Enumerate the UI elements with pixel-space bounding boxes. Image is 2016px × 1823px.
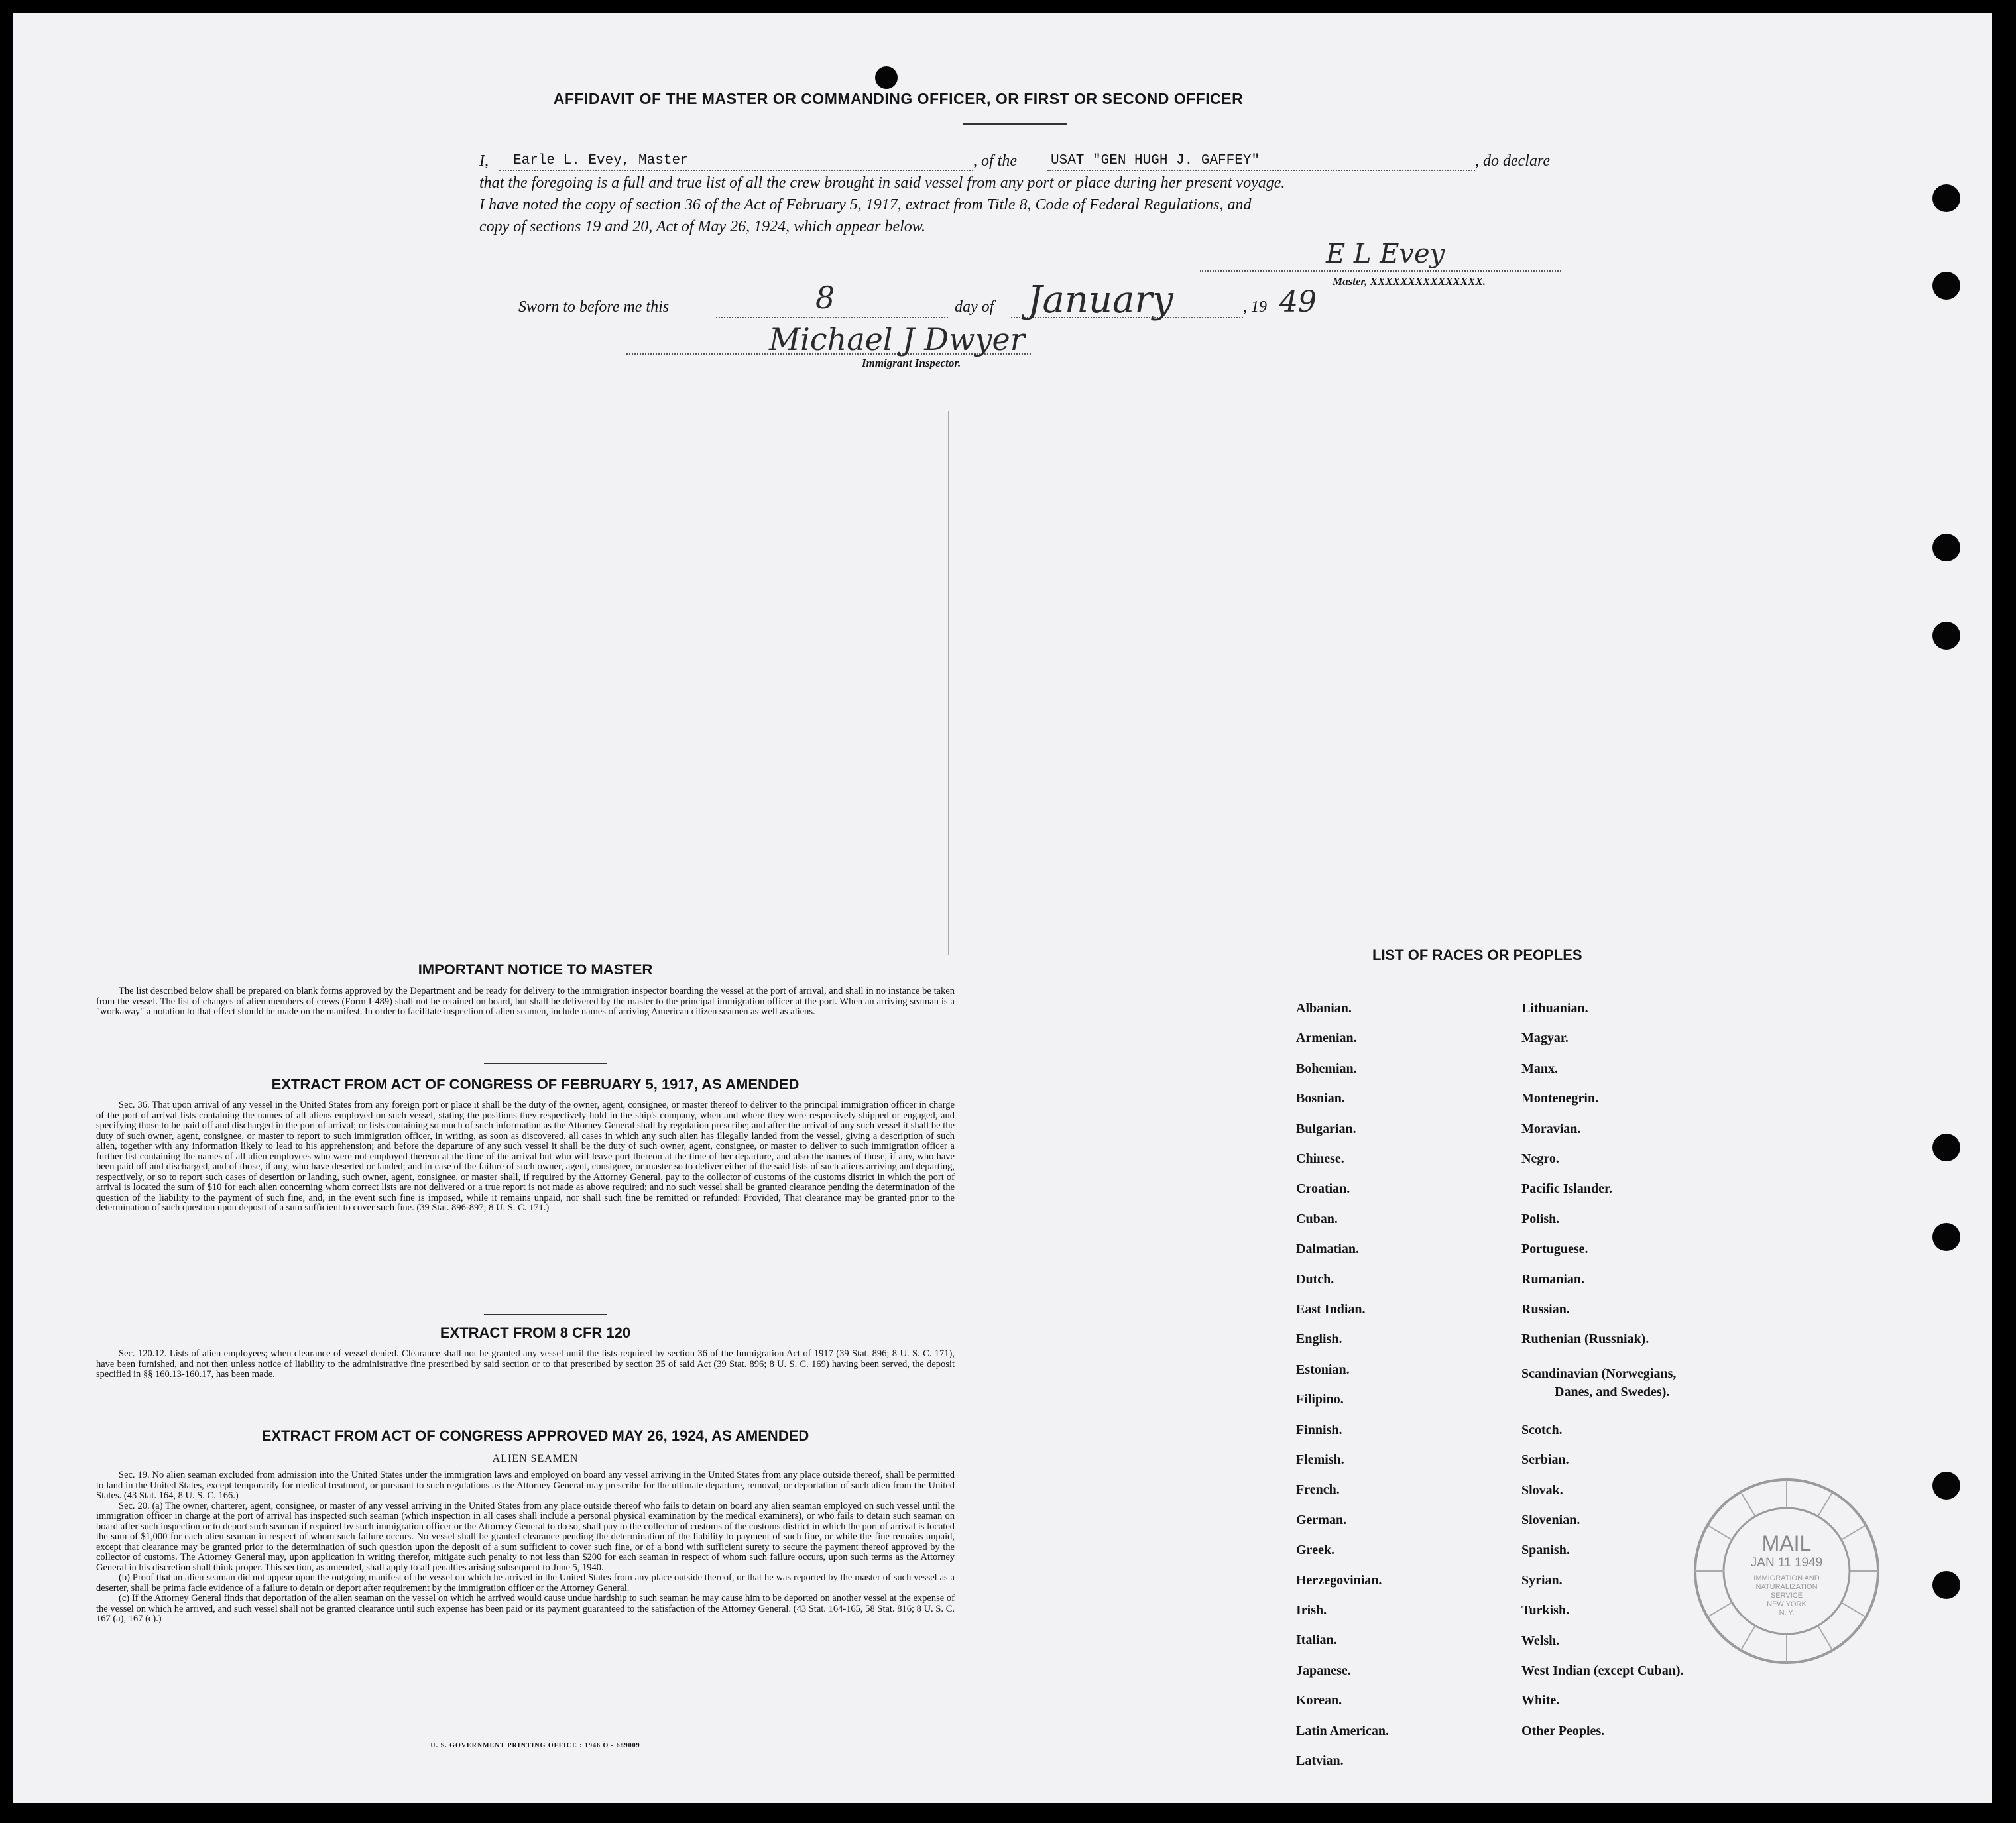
day-of-label: day of — [955, 298, 994, 316]
notice-paragraph: The list described below shall be prepared on blank forms approved by the Department and be ready for delivery to the immigration inspector boarding the vessel at the port of arrival, and shall in no instance be taken from the vessel. The list of changes of alien members of crews (Form I-489) shall not be retained on board, but shall be delivered by the master to the principal immigration officer at the port. When an arriving seaman is a "workaway" a notation to that effect should be made on the manifest. In order to facilitate inspection of alien seamen, include names of arriving American citizen seamen as well as aliens. — [96, 986, 955, 1017]
race-item-left: Cuban. — [1296, 1211, 1338, 1226]
race-item-right: Moravian. — [1521, 1121, 1581, 1136]
race-item-right: Portuguese. — [1521, 1242, 1588, 1257]
race-item-right: West Indian (except Cuban). — [1521, 1663, 1684, 1678]
race-item-left: Armenian. — [1296, 1031, 1357, 1046]
stamp-line-4: NATURALIZATION — [1755, 1583, 1818, 1591]
of-the-label: , of the — [973, 152, 1017, 170]
race-item-left: Latin American. — [1296, 1723, 1389, 1738]
stamp-date-text: JAN 11 1949 — [1750, 1556, 1823, 1570]
document-page — [13, 13, 1992, 1803]
stamp-ring-icon — [1690, 1475, 1883, 1667]
master-name-field: Earle L. Evey, Master — [513, 153, 689, 168]
notice-body — [96, 986, 955, 1018]
race-item-right: White. — [1521, 1693, 1560, 1708]
extract-cfr-body — [96, 1349, 955, 1380]
race-item-right: Scandinavian (Norwegians, — [1521, 1366, 1677, 1381]
punch-hole-icon — [1932, 1472, 1960, 1500]
sworn-day-field: 8 — [815, 280, 835, 316]
extract-cfr-title: EXTRACT FROM 8 CFR 120 — [440, 1324, 631, 1341]
race-item-left: Estonian. — [1296, 1362, 1350, 1377]
section-rule — [484, 1063, 607, 1064]
sec-20a-paragraph: Sec. 20. (a) The owner, charterer, agent, consignee, or master of any vessel arriving in the United States from any place outside thereof who fails to detain on board any alien seaman employed on such vessel until the immigration officer in charge at the port of arrival has inspected such seaman (which inspection in all cases shall include a personal physical examination by the medical examiners), or who fails to detain such seaman on board after such inspection or to deport such seaman if required by such immigration officer or the Attorney General to do so, shall pay to the collector of customs of the customs district in which the port of arrival is located the sum of $1,000 for each alien seaman in respect of whom such failure occurs. No vessel shall be granted clearance pending the determination of the liability to payment of such fine, or while the fine remains unpaid, except that clearance may be granted prior to the determination of such question upon the deposit of a sum sufficient to cover such fine, or of a bond with sufficient surety to secure the payment thereof approved by the collector of customs. The Attorney General may, upon application in writing therefor, mitigate such penalty to not less than $200 for each seaman in respect of whom such failure occurs, upon such terms as the Attorney General in his discretion shall think proper. This section, as amended, shall apply to all penalties arising subsequent to June 5, 1940. — [96, 1500, 955, 1573]
extract-1924-body — [96, 1470, 955, 1625]
race-item-right: Polish. — [1521, 1211, 1560, 1226]
race-item-left: East Indian. — [1296, 1302, 1366, 1317]
extract-cfr-paragraph: Sec. 120.12. Lists of alien employees; when clearance of vessel denied. Clearance shall not be granted any vessel until the lists required by section 36 of the Immigration Act of 1917 (39 Stat. 896; 8 U. S. C. 171), have been furnished, and not then unless notice of liability to the administrative fine prescribed by said section or to that prescribed by section 35 of said Act (39 Stat. 896; 8 U. S. C. 169) having been served, the deposit specified in §§ 160.13-160.17, has been made. — [96, 1348, 955, 1380]
punch-hole-icon — [1932, 1571, 1960, 1599]
affidavit-line-2: that the foregoing is a full and true list of all the crew brought in said vessel from any port or place during her present voyage. — [479, 174, 1285, 192]
punch-hole-icon — [1932, 184, 1960, 212]
stamp-line-6: NEW YORK — [1767, 1600, 1807, 1608]
race-item-right: Rumanian. — [1521, 1271, 1585, 1287]
race-item-left: Italian. — [1296, 1633, 1337, 1648]
master-signature: E L Evey — [1326, 239, 1445, 269]
punch-hole-icon — [1932, 1223, 1960, 1251]
immigration-mail-stamp — [1690, 1475, 1883, 1667]
race-item-right: Russian. — [1521, 1302, 1570, 1317]
race-item-right: Spanish. — [1521, 1543, 1570, 1558]
stamp-line-7: N. Y. — [1779, 1609, 1795, 1617]
race-item-left: Bohemian. — [1296, 1061, 1357, 1076]
race-item-left: German. — [1296, 1512, 1347, 1527]
race-item-left: Filipino. — [1296, 1392, 1344, 1407]
year-prefix-label: , 19 — [1243, 298, 1267, 316]
race-item-right: Lithuanian. — [1521, 1001, 1588, 1016]
sec-20b-paragraph: (b) Proof that an alien seaman did not appear upon the outgoing manifest of the vessel on which he arrived in the United States from any place outside thereof, or that he was reported by the master of such vessel as a deserter, shall be prima facie evidence of a failure to detain or deport after requirement by the immigration officer or the Attorney General. — [96, 1572, 955, 1594]
race-item-right: Syrian. — [1521, 1572, 1563, 1588]
race-item-right: Serbian. — [1521, 1452, 1569, 1468]
race-item-right: Slovenian. — [1521, 1513, 1580, 1527]
race-item-left: Albanian. — [1296, 1001, 1352, 1016]
title-rule — [963, 123, 1067, 125]
inspector-signature: Michael J Dwyer — [769, 322, 1025, 357]
race-item-left: Finnish. — [1296, 1422, 1342, 1437]
sworn-month-field: January — [1028, 278, 1173, 322]
sworn-year-field: 49 — [1279, 285, 1317, 319]
punch-hole-icon — [875, 66, 898, 89]
sec-19-paragraph: Sec. 19. No alien seaman excluded from admission into the United States under the immigration laws and employed on board any vessel arriving in the United States from any place outside thereof, shall be permitted to land in the United States, except temporarily for medical treatment, or pursuant to such regulations as the Attorney General may prescribe for the ultimate departure, removal, or deportation of such alien from the United States. (43 Stat. 164, 8 U. S. C. 166.) — [96, 1470, 955, 1501]
vessel-name-field: USAT "GEN HUGH J. GAFFEY" — [1051, 153, 1260, 168]
race-item-left: Herzegovinian. — [1296, 1572, 1382, 1588]
printing-office-footer: U. S. GOVERNMENT PRINTING OFFICE : 1946 O - 689009 — [430, 1742, 640, 1749]
race-item-right: Manx. — [1521, 1061, 1558, 1076]
race-item-right: Magyar. — [1521, 1031, 1569, 1046]
affidavit-pronoun: I, — [479, 152, 489, 170]
master-signature-line — [1200, 270, 1561, 272]
race-item-right: Other Peoples. — [1521, 1723, 1605, 1738]
races-title: LIST OF RACES OR PEOPLES — [1372, 947, 1582, 963]
race-item-left: English. — [1296, 1332, 1342, 1347]
race-item-left: Irish. — [1296, 1603, 1327, 1617]
master-title-label: Master, XXXXXXXXXXXXXXX. — [1333, 275, 1486, 288]
vessel-fill-line — [1047, 170, 1475, 171]
do-declare-label: , do declare — [1475, 152, 1551, 170]
race-item-right: Negro. — [1521, 1151, 1559, 1166]
race-item-left: Chinese. — [1296, 1151, 1344, 1166]
extract-1917-title: EXTRACT FROM ACT OF CONGRESS OF FEBRUARY 5, 1917, AS AMENDED — [271, 1076, 800, 1092]
extract-1924-title: EXTRACT FROM ACT OF CONGRESS APPROVED MAY 26, 1924, AS AMENDED — [261, 1427, 809, 1444]
name-fill-line — [499, 170, 973, 171]
race-item-right: Pacific Islander. — [1521, 1181, 1613, 1197]
stamp-mail-text: MAIL — [1761, 1531, 1812, 1555]
punch-hole-icon — [1932, 272, 1960, 300]
stamp-line-3: IMMIGRATION AND — [1753, 1574, 1820, 1582]
race-item-right: Danes, and Swedes). — [1555, 1384, 1670, 1399]
inspector-label: Immigrant Inspector. — [862, 357, 961, 369]
race-item-right: Scotch. — [1521, 1422, 1563, 1437]
affidavit-line-3: I have noted the copy of section 36 of the Act of February 5, 1917, extract from Title 8, Code of Federal Regulations, and — [479, 196, 1252, 213]
sec-20c-paragraph: (c) If the Attorney General finds that deportation of the alien seaman on the vessel on which he arrived would cause undue hardship to such seaman he may cause him to be deported on another vessel at the expense of the vessel on which he arrived, and such vessel shall not be granted clearance until such expense has been paid or its payment guaranteed to the satisfaction of the Attorney General. (43 Stat. 164-165, 58 Stat. 816; 8 U. S. C. 167 (a), 167 (c).) — [96, 1593, 955, 1624]
race-item-left: Korean. — [1296, 1693, 1342, 1708]
stamp-line-5: SERVICE — [1770, 1592, 1803, 1600]
race-item-left: Bulgarian. — [1296, 1121, 1356, 1136]
affidavit-title: AFFIDAVIT OF THE MASTER OR COMMANDING OFFICER, OR FIRST OR SECOND OFFICER — [553, 90, 1244, 107]
race-item-right: Turkish. — [1521, 1603, 1570, 1618]
punch-hole-icon — [1932, 534, 1960, 561]
day-fill-line — [716, 317, 948, 318]
race-item-left: French. — [1296, 1482, 1340, 1498]
section-rule — [484, 1314, 607, 1315]
race-item-left: Dalmatian. — [1296, 1242, 1359, 1257]
punch-hole-icon — [1932, 622, 1960, 650]
extract-1917-body — [96, 1100, 955, 1214]
race-item-left: Japanese. — [1296, 1663, 1351, 1678]
sworn-label: Sworn to before me this — [518, 298, 670, 316]
punch-hole-icon — [1932, 1134, 1960, 1161]
race-item-left: Bosnian. — [1296, 1091, 1345, 1106]
column-line — [948, 411, 949, 955]
extract-1924-subtitle: ALIEN SEAMEN — [492, 1453, 579, 1464]
race-item-right: Slovak. — [1521, 1482, 1563, 1498]
race-item-left: Dutch. — [1296, 1271, 1334, 1287]
notice-title: IMPORTANT NOTICE TO MASTER — [418, 961, 653, 978]
race-item-left: Croatian. — [1296, 1181, 1350, 1197]
race-item-left: Greek. — [1296, 1543, 1334, 1558]
race-item-left: Flemish. — [1296, 1452, 1344, 1467]
race-item-right: Ruthenian (Russniak). — [1521, 1332, 1649, 1347]
affidavit-line-4: copy of sections 19 and 20, Act of May 26, 1924, which appear below. — [479, 218, 926, 235]
race-item-right: Welsh. — [1521, 1633, 1560, 1648]
extract-1917-paragraph: Sec. 36. That upon arrival of any vessel in the United States from any foreign port or place it shall be the duty of the owner, agent, consignee, or master thereof to deliver to the principal immigration officer in charge of the port of arrival lists containing the names of all aliens employed on such vessel, stating the positions they respectively hold in the ship's company, when and where they were respectively shipped or engaged, and specifying those to be paid off and discharged in the port of arrival; or lists containing so much of such information as the Attorney General shall by regulation prescribe; and after the arrival of any such vessel it shall be the duty of such owner, agent, consignee, or master to report to such immigration officer, in writing, as soon as discovered, all cases in which any such alien has illegally landed from the vessel, giving a description of such alien, together with any information likely to lead to his apprehension; and before the departure of any such vessel it shall be the duty of such owner, agent, consignee, or master to deliver to such immigration officer a further list containing the names of all alien employees who were not employed thereon at the time of the arrival but who will leave port thereon at the time of her departure, and also the names of those, if any, who have been paid off and discharged, and of those, if any, who have deserted or landed; and in case of the failure of such owner, agent, consignee, or master so to deliver either of the said lists of such aliens arriving and departing, respectively, or so to report such cases of desertion or landing, such owner, agent, consignee, or master shall, if required by the Attorney General, pay to the collector of customs of the customs district in which the port of arrival is located the sum of $10 for each alien concerning whom correct lists are not delivered or a true report is not made as above required; and no such vessel shall be granted clearance pending the determination of the question of the liability to the payment of such fine, and, in the event such fine is imposed, while it remains unpaid, nor shall such fine be remitted or refunded: Provided, That clearance may be granted prior to the determination of such question upon deposit of a sum sufficient to cover such fine. (39 Stat. 896-897; 8 U. S. C. 171.) — [96, 1100, 955, 1213]
race-item-right: Montenegrin. — [1521, 1091, 1599, 1106]
race-item-left: Latvian. — [1296, 1753, 1344, 1768]
